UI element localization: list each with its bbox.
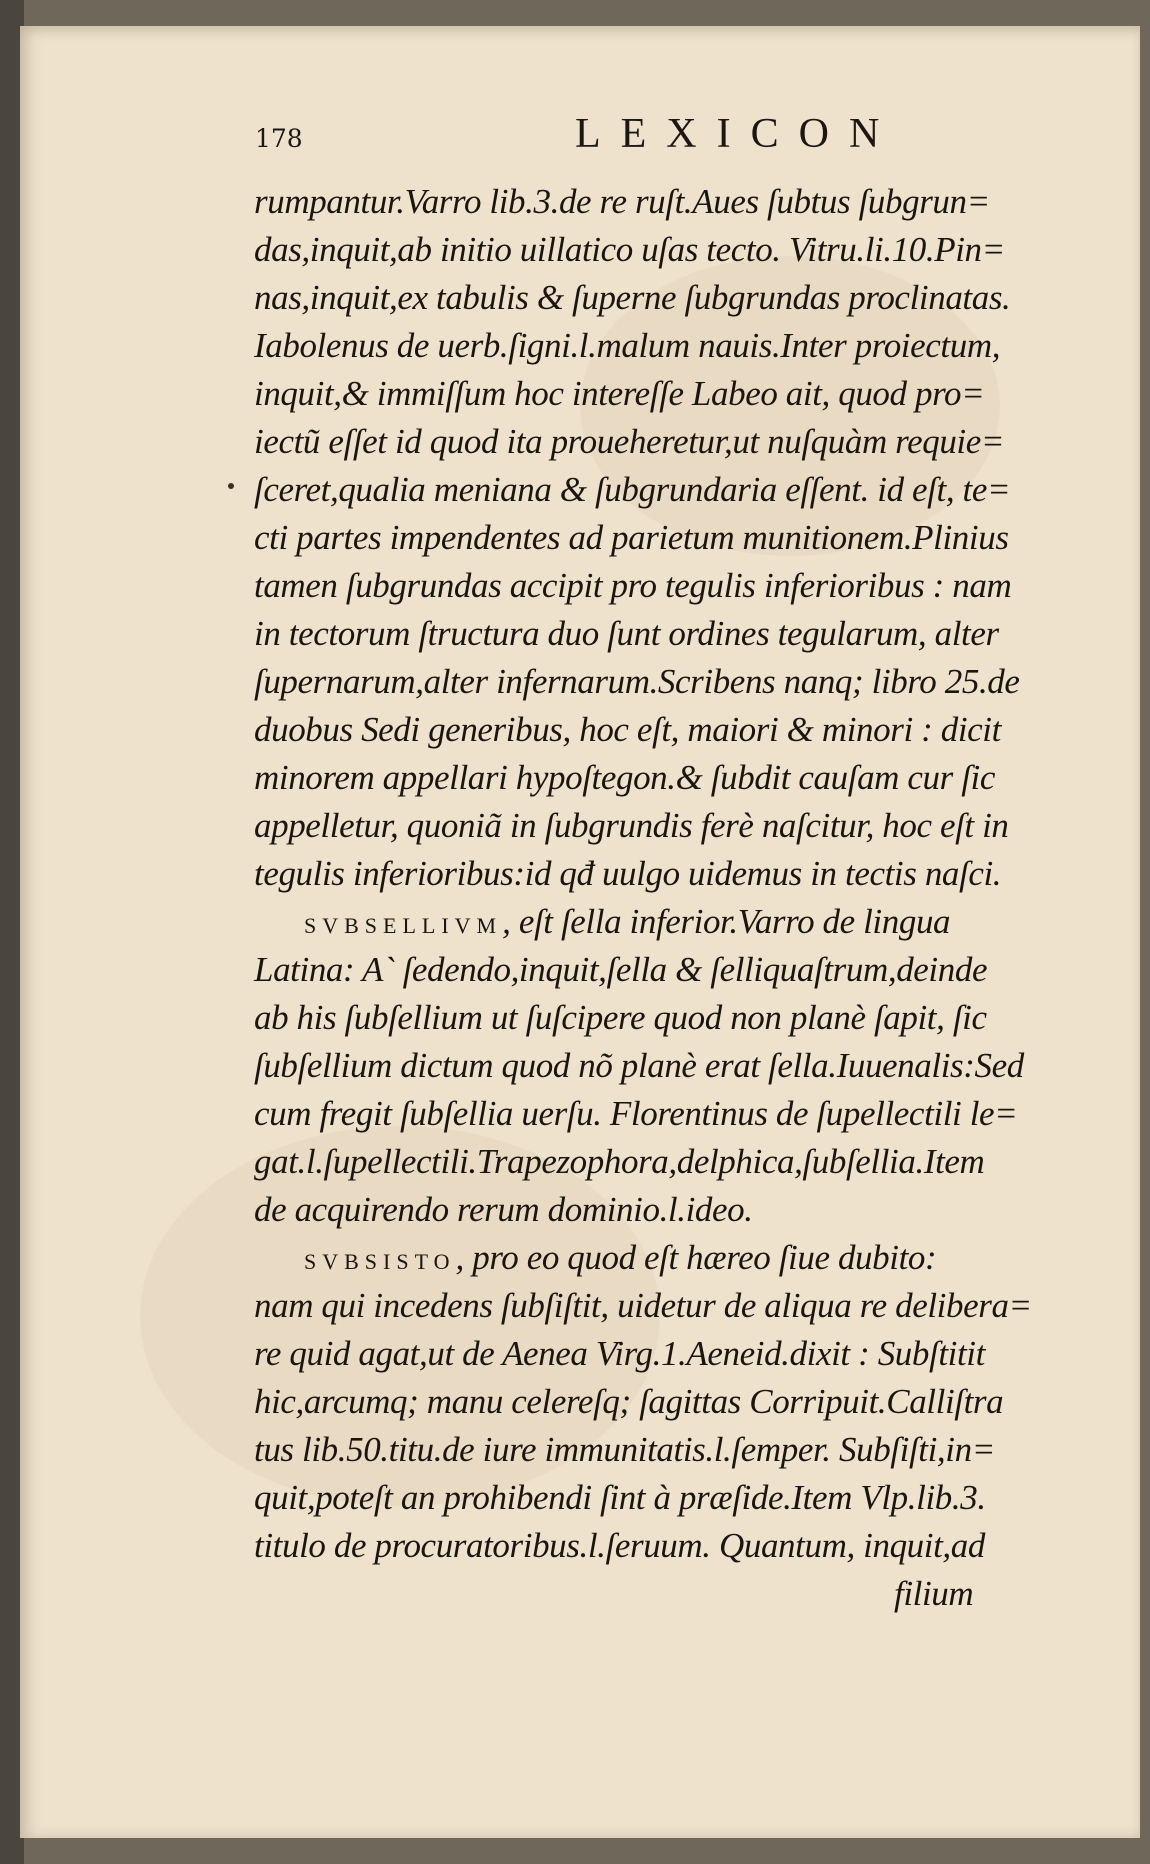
entry-heading-line: SVBSELLIVM, eſt ſella inferior.Varro de lingua: [304, 902, 951, 941]
text-line: nam qui incedens ſubſiſtit, uidetur de aliqua re delibera=: [254, 1286, 1032, 1325]
text-line: nas,inquit,ex tabulis & ſuperne ſubgrundas proclinatas.: [254, 278, 1011, 317]
text-line: cti partes impendentes ad parietum munitionem.Plinius: [254, 518, 1009, 557]
text-line: Latina: A` ſedendo,inquit,ſella & ſelliquaſtrum,deinde: [254, 950, 988, 989]
text-line: iectũ eſſet id quod ita proueheretur,ut nuſquàm requie=: [254, 422, 1005, 461]
running-head: LEXICON: [575, 111, 900, 157]
text-line: de acquirendo rerum dominio.l.ideo.: [254, 1190, 753, 1229]
text-line: ſupernarum,alter infernarum.Scribens nanq; libro 25.de: [254, 662, 1020, 701]
text-line: rumpantur.Varro lib.3.de re ruſt.Aues ſubtus ſubgrun=: [254, 182, 990, 221]
catchword: filium: [894, 1574, 974, 1613]
text-line: cum fregit ſubſellia uerſu. Florentinus de ſupellectili le=: [254, 1094, 1018, 1133]
text-line: tegulis inferioribus:id qđ uulgo uidemus in tectis naſci.: [254, 854, 1002, 893]
entry-headword: SVBSISTO: [304, 1249, 456, 1274]
text-line: Iabolenus de uerb.ſigni.l.malum nauis.Inter proiectum,: [254, 326, 1001, 365]
text-line: ſubſellium dictum quod nõ planè erat ſella.Iuuenalis:Sed: [254, 1046, 1024, 1085]
text-line: re quid agat,ut de Aenea Virg.1.Aeneid.dixit : Subſtitit: [254, 1334, 985, 1373]
text-line: minorem appellari hypoſtegon.& ſubdit cauſam cur ſic: [254, 758, 995, 797]
text-line: tus lib.50.titu.de iure immunitatis.l.ſemper. Subſiſti,in=: [254, 1430, 995, 1469]
text-line: quit,poteſt an prohibendi ſint à præſide.Item Vlp.lib.3.: [254, 1478, 986, 1517]
text-line: duobus Sedi generibus, hoc eſt, maiori & minori : dicit: [254, 710, 1001, 749]
text-line: das,inquit,ab initio uillatico uſas tecto. Vitru.li.10.Pin=: [254, 230, 1005, 269]
entry-headword: SVBSELLIVM: [304, 913, 503, 938]
entry-heading-line: SVBSISTO, pro eo quod eſt hæreo ſiue dubito:: [304, 1238, 937, 1277]
text-line: appelletur, quoniã in ſubgrundis ferè naſcitur, hoc eſt in: [254, 806, 1009, 845]
text-line: inquit,& immiſſum hoc intereſſe Labeo ait, quod pro=: [254, 374, 985, 413]
text-line: ſceret,qualia meniana & ſubgrundaria eſſent. id eſt, te=: [254, 470, 1011, 509]
page-header: [255, 110, 1135, 166]
text-line: hic,arcumq; manu celereſq; ſagittas Corripuit.Calliſtra: [254, 1382, 1004, 1421]
text-line: in tectorum ſtructura duo ſunt ordines tegularum, alter: [254, 614, 999, 653]
text-line: tamen ſubgrundas accipit pro tegulis inferioribus : nam: [254, 566, 1012, 605]
page-number: 178: [255, 124, 303, 153]
margin-mark: [228, 483, 234, 489]
text-line: titulo de procuratoribus.l.ſeruum. Quantum, inquit,ad: [254, 1526, 985, 1565]
text-line: gat.l.ſupellectili.Trapezophora,delphica,ſubſellia.Item: [254, 1142, 985, 1181]
text-line: ab his ſubſellium ut ſuſcipere quod non planè ſapit, ſic: [254, 998, 987, 1037]
